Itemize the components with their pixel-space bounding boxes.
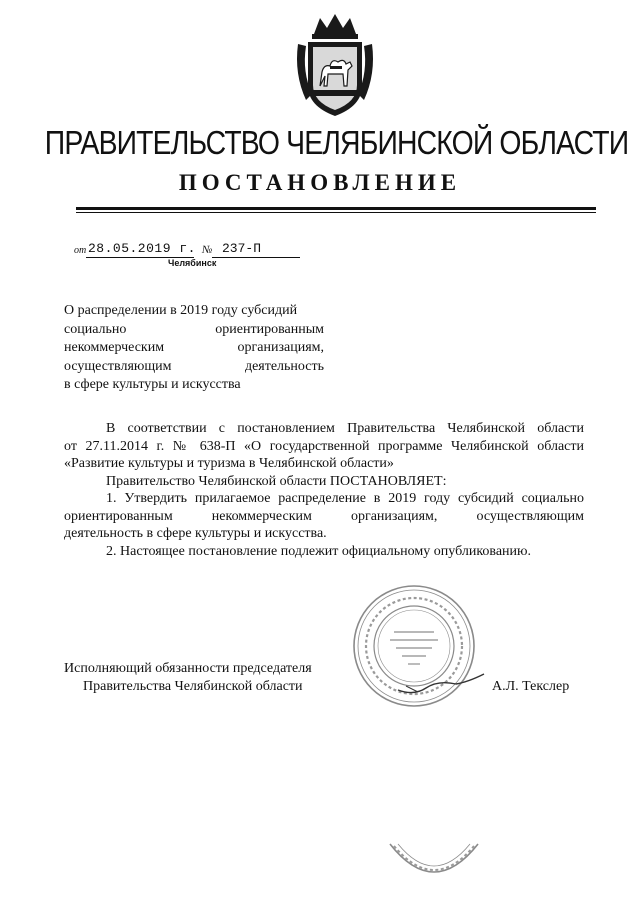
date-prefix: от bbox=[74, 245, 87, 256]
subject-line: осуществляющим деятельность bbox=[64, 358, 324, 374]
item-1-line: деятельность в сфере культуры и искусства. bbox=[64, 526, 327, 541]
coat-of-arms-icon bbox=[292, 14, 378, 118]
subject-line: в сфере культуры и искусства bbox=[64, 377, 241, 392]
government-title: ПРАВИТЕЛЬСТВО ЧЕЛЯБИНСКОЙ ОБЛАСТИ bbox=[44, 124, 629, 161]
signatory-title bbox=[64, 660, 344, 696]
preamble-line: «Развитие культуры и туризма в Челябинской области» bbox=[64, 456, 394, 471]
signature-scribble-icon bbox=[396, 662, 486, 702]
resolve-clause: Правительство Челябинской области ПОСТАНОВЛЯЕТ: bbox=[106, 473, 447, 489]
document-type: ПОСТАНОВЛЕНИЕ bbox=[178, 170, 462, 195]
item-1-line: ориентированным некоммерческим организациям, осуществляющим bbox=[64, 508, 584, 524]
document-subject bbox=[64, 302, 324, 395]
header-divider-thin bbox=[76, 212, 596, 213]
signatory-title-line: Правительства Челябинской области bbox=[83, 679, 303, 694]
subject-line: некоммерческим организациям, bbox=[64, 340, 324, 355]
signatory-title-line: Исполняющий обязанности председателя bbox=[64, 661, 312, 676]
document-date: 28.05.2019 г. bbox=[88, 241, 196, 256]
number-underline bbox=[212, 257, 300, 258]
subject-line: социально ориентированным bbox=[64, 321, 324, 337]
document-body bbox=[64, 420, 584, 560]
item-2: 2. Настоящее постановление подлежит официальному опубликованию. bbox=[106, 543, 531, 559]
signatory-name: А.Л. Текслер bbox=[492, 679, 570, 694]
document-number: 237-П bbox=[222, 241, 262, 256]
number-prefix: № bbox=[202, 244, 213, 256]
subject-line: О распределении в 2019 году субсидий bbox=[64, 303, 298, 318]
city-label: Челябинск bbox=[168, 258, 217, 268]
header-divider bbox=[76, 207, 596, 210]
bottom-stamp-fragment-icon bbox=[386, 842, 482, 894]
preamble-line: В соответствии с постановлением Правительства Челябинской области bbox=[106, 421, 584, 436]
preamble-line: от 27.11.2014 г. № 638-П «О государственной программе Челябинской области bbox=[64, 438, 584, 454]
item-1-line: 1. Утвердить прилагаемое распределение в 2019 году субсидий социально bbox=[106, 491, 584, 506]
